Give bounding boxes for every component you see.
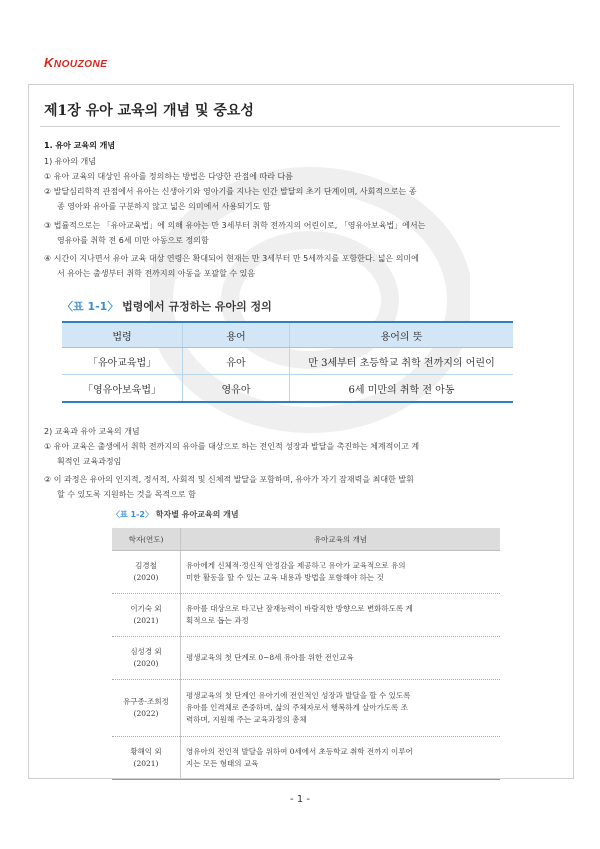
scholar-year: (2020) — [133, 659, 159, 668]
concept-line: 유아를 인격체로 존중하며, 삶의 주체자로서 행복하게 살아가도록 조 — [186, 703, 408, 712]
page-title: 제1장 유아 교육의 개념 및 중요성 — [44, 103, 254, 119]
subsection-heading: 2) 교육과 유아 교육의 개념 — [44, 427, 140, 436]
scholar-name: 심성경 외 — [130, 647, 162, 656]
list-item-continued: 종 영아와 유아를 구분하지 않고 넓은 의미에서 사용되기도 함 — [57, 202, 271, 211]
concept-line: 유아에게 신체적·정신적 안정감을 제공하고 유아가 교육적으로 유의 — [186, 561, 406, 570]
list-item: ③ 법률적으로는 「유아교육법」에 의해 유아는 만 3세부터 취학 전까지의 어린이로, 「영유아보육법」에서는 — [44, 221, 426, 230]
list-item: ② 이 과정은 유아의 인지적, 정서적, 사회적 및 신체적 발달을 포함하며, 유아가 자기 잠재력을 최대한 발휘 — [44, 475, 414, 484]
table-cell: 「유아교육법」 — [62, 348, 183, 375]
table-cell: 「영유아보육법」 — [62, 375, 183, 403]
table-row — [112, 637, 500, 680]
table-cell: 6세 미만의 취학 전 아동 — [290, 375, 514, 403]
concept-line: 획적으로 돕는 과정 — [186, 616, 249, 625]
concept-line: 유아를 대상으로 타고난 잠재능력이 바람직한 방향으로 변화하도록 계 — [186, 604, 413, 613]
concept-line: 력하며, 지원해 주는 교육과정의 총체 — [186, 715, 307, 724]
table-cell: 유아 — [183, 348, 290, 375]
table-header: 유아교육의 개념 — [181, 528, 501, 551]
list-item: ④ 시간이 지나면서 유아 교육 대상 연령은 확대되어 현재는 만 3세부터 만 5세까지를 포함한다. 넓은 의미에 — [44, 254, 419, 263]
table-row — [62, 375, 513, 403]
concept-line: 지는 모든 형태의 교육 — [186, 759, 259, 768]
scholar-name: 김경철 — [135, 561, 157, 570]
scholar-year: (2021) — [133, 616, 159, 625]
table-header: 용어 — [183, 322, 290, 348]
list-item: ② 발달심리학적 관점에서 유아는 신생아기와 영아기를 지나는 인간 발달의 초기 단계이며, 사회적으로는 종 — [44, 187, 417, 196]
scholar-year: (2020) — [133, 573, 159, 582]
scholar-concept-table — [112, 528, 500, 780]
table-cell: 만 3세부터 초등학교 취학 전까지의 어린이 — [290, 348, 514, 375]
table-header: 학자(연도) — [112, 528, 181, 551]
concept-line: 영유아의 전인적 발달을 위하여 0세에서 초등학교 취학 전까지 이루어 — [186, 747, 413, 756]
scholar-year: (2022) — [133, 709, 159, 718]
table2-caption: 〈표 1-2〉 학자별 유아교육의 개념 — [112, 510, 239, 519]
list-item-continued: 영유아를 취학 전 6세 미만 아동으로 정의함 — [57, 236, 209, 245]
page-number: - 1 - — [290, 794, 310, 805]
list-item: ① 유아 교육은 출생에서 취학 전까지의 유아를 대상으로 하는 전인적 성장과 발달을 촉진하는 체계적이고 계 — [44, 442, 420, 451]
list-item-continued: 할 수 있도록 지원하는 것을 목적으로 함 — [57, 490, 196, 499]
concept-line: 미한 활동을 할 수 있는 교육 내용과 방법을 포함해야 하는 것 — [186, 573, 384, 582]
scholar-name: 유구종·조희정 — [123, 697, 169, 706]
table-header: 법령 — [62, 322, 183, 348]
section-heading: 1. 유아 교육의 개념 — [44, 141, 116, 150]
knouzone-logo: KNOUZONE — [44, 55, 108, 70]
concept-line: 평생교육의 첫 단계로 0~8세 유아를 위한 전인교육 — [186, 653, 354, 662]
list-item-continued: 서 유아는 출생부터 취학 전까지의 아동을 포괄할 수 있음 — [57, 269, 256, 278]
table-row — [112, 680, 500, 737]
table-header: 용어의 뜻 — [290, 322, 514, 348]
table-row — [112, 737, 500, 780]
table-cell: 영유아 — [183, 375, 290, 403]
concept-line: 평생교육의 첫 단계인 유아기에 전인적인 성장과 발달을 할 수 있도록 — [186, 691, 411, 700]
list-item-continued: 획적인 교육과정임 — [57, 457, 122, 466]
table1-caption: 〈표 1-1〉 법령에서 규정하는 유아의 정의 — [62, 300, 272, 313]
list-item: ① 유아 교육의 대상인 유아를 정의하는 방법은 다양한 관점에 따라 다름 — [44, 172, 293, 181]
scholar-name: 이기숙 외 — [130, 604, 162, 613]
subsection-heading: 1) 유아의 개념 — [44, 157, 96, 166]
scholar-year: (2021) — [133, 759, 159, 768]
law-definition-table — [62, 321, 513, 403]
scholar-name: 황해익 외 — [130, 747, 162, 756]
table-row — [62, 348, 513, 375]
table-row — [112, 551, 500, 594]
title-divider — [40, 126, 560, 127]
table-row — [112, 594, 500, 637]
